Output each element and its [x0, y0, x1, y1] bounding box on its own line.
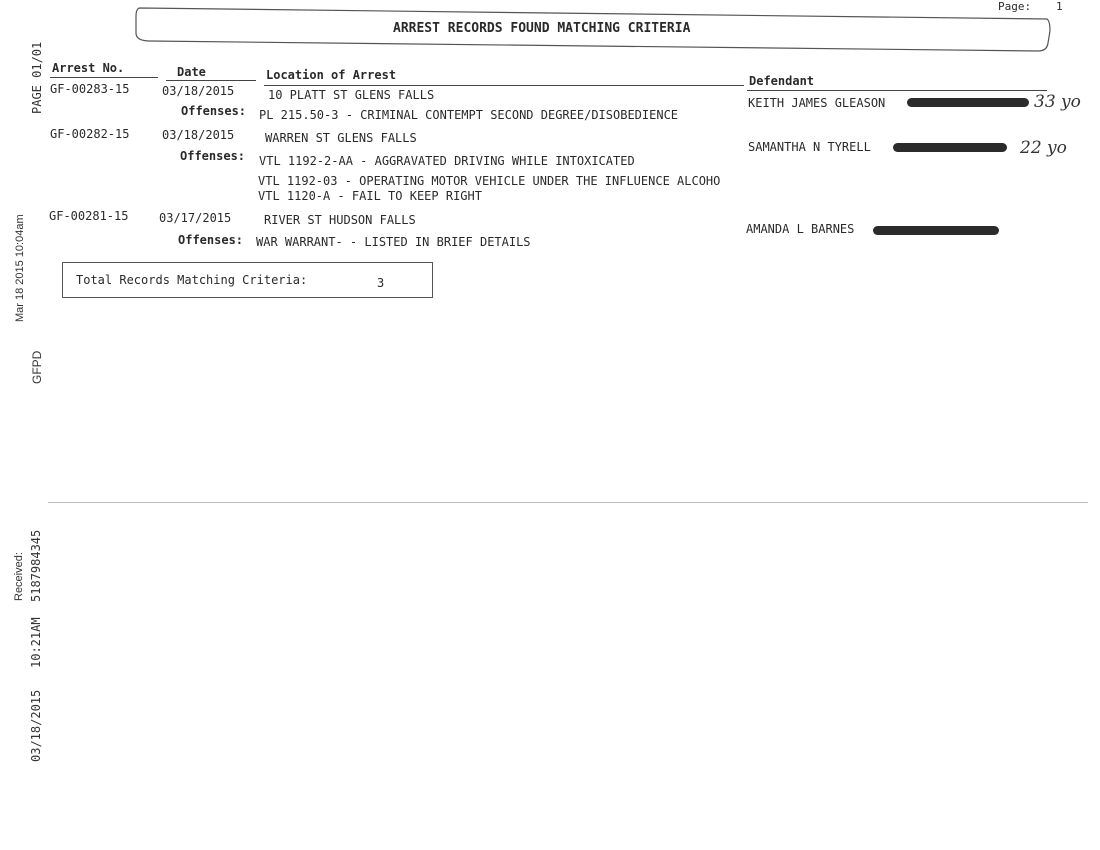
offenses-label: Offenses:: [180, 149, 246, 163]
record-location: 10 PLATT ST GLENS FALLS: [268, 88, 435, 102]
page-title: ARREST RECORDS FOUND MATCHING CRITERIA: [393, 21, 691, 36]
record-offense: VTL 1192-03 - OPERATING MOTOR VEHICLE UNDER THE INFLUENCE ALCOHO: [258, 174, 721, 188]
received-time: 10:21AM: [29, 617, 43, 668]
header-underline: [50, 77, 158, 78]
redaction-bar: [873, 226, 999, 235]
page-label: Page:: [998, 0, 1032, 13]
header-defendant: Defendant: [749, 74, 815, 88]
record-defendant: KEITH JAMES GLEASON: [748, 96, 886, 110]
record-arrest-no: GF-00281-15: [49, 209, 129, 223]
header-underline: [747, 90, 1047, 91]
record-date: 03/18/2015: [162, 84, 235, 98]
received-label: Received:: [13, 552, 25, 601]
record-location: WARREN ST GLENS FALLS: [265, 131, 417, 145]
handwritten-age-note: 22 yo: [1020, 138, 1067, 158]
header-date: Date: [177, 65, 206, 79]
header-location: Location of Arrest: [266, 68, 397, 82]
offenses-label: Offenses:: [181, 104, 247, 118]
record-offense: WAR WARRANT- - LISTED IN BRIEF DETAILS: [256, 235, 531, 249]
redaction-bar: [907, 98, 1029, 107]
record-arrest-no: GF-00282-15: [50, 127, 130, 141]
offenses-label: Offenses:: [178, 233, 244, 247]
record-location: RIVER ST HUDSON FALLS: [264, 213, 416, 227]
received-number: 5187984345: [29, 529, 43, 602]
header-underline: [264, 85, 744, 86]
fax-received-datetime: Mar 18 2015 10:04am: [14, 214, 26, 322]
page-number: 1: [1056, 0, 1063, 13]
record-date: 03/17/2015: [159, 211, 232, 225]
fax-agency: GFPD: [30, 350, 44, 384]
fax-page-stamp: PAGE 01/01: [30, 41, 44, 114]
record-defendant: AMANDA L BARNES: [746, 222, 855, 236]
header-underline: [166, 80, 256, 81]
record-arrest-no: GF-00283-15: [50, 82, 130, 96]
received-date: 03/18/2015: [29, 689, 43, 762]
page-divider: [48, 502, 1088, 503]
record-offense: PL 215.50-3 - CRIMINAL CONTEMPT SECOND DEGREE/DISOBEDIENCE: [259, 108, 679, 122]
record-offense: VTL 1192-2-AA - AGGRAVATED DRIVING WHILE INTOXICATED: [259, 154, 635, 168]
header-arrest-no: Arrest No.: [52, 61, 125, 75]
handwritten-age-note: 33 yo: [1034, 92, 1081, 112]
total-records-value: 3: [377, 276, 385, 290]
redaction-bar: [893, 143, 1007, 152]
record-defendant: SAMANTHA N TYRELL: [748, 140, 871, 154]
record-date: 03/18/2015: [162, 128, 235, 142]
total-records-label: Total Records Matching Criteria:: [76, 273, 308, 287]
record-offense: VTL 1120-A - FAIL TO KEEP RIGHT: [258, 189, 482, 203]
